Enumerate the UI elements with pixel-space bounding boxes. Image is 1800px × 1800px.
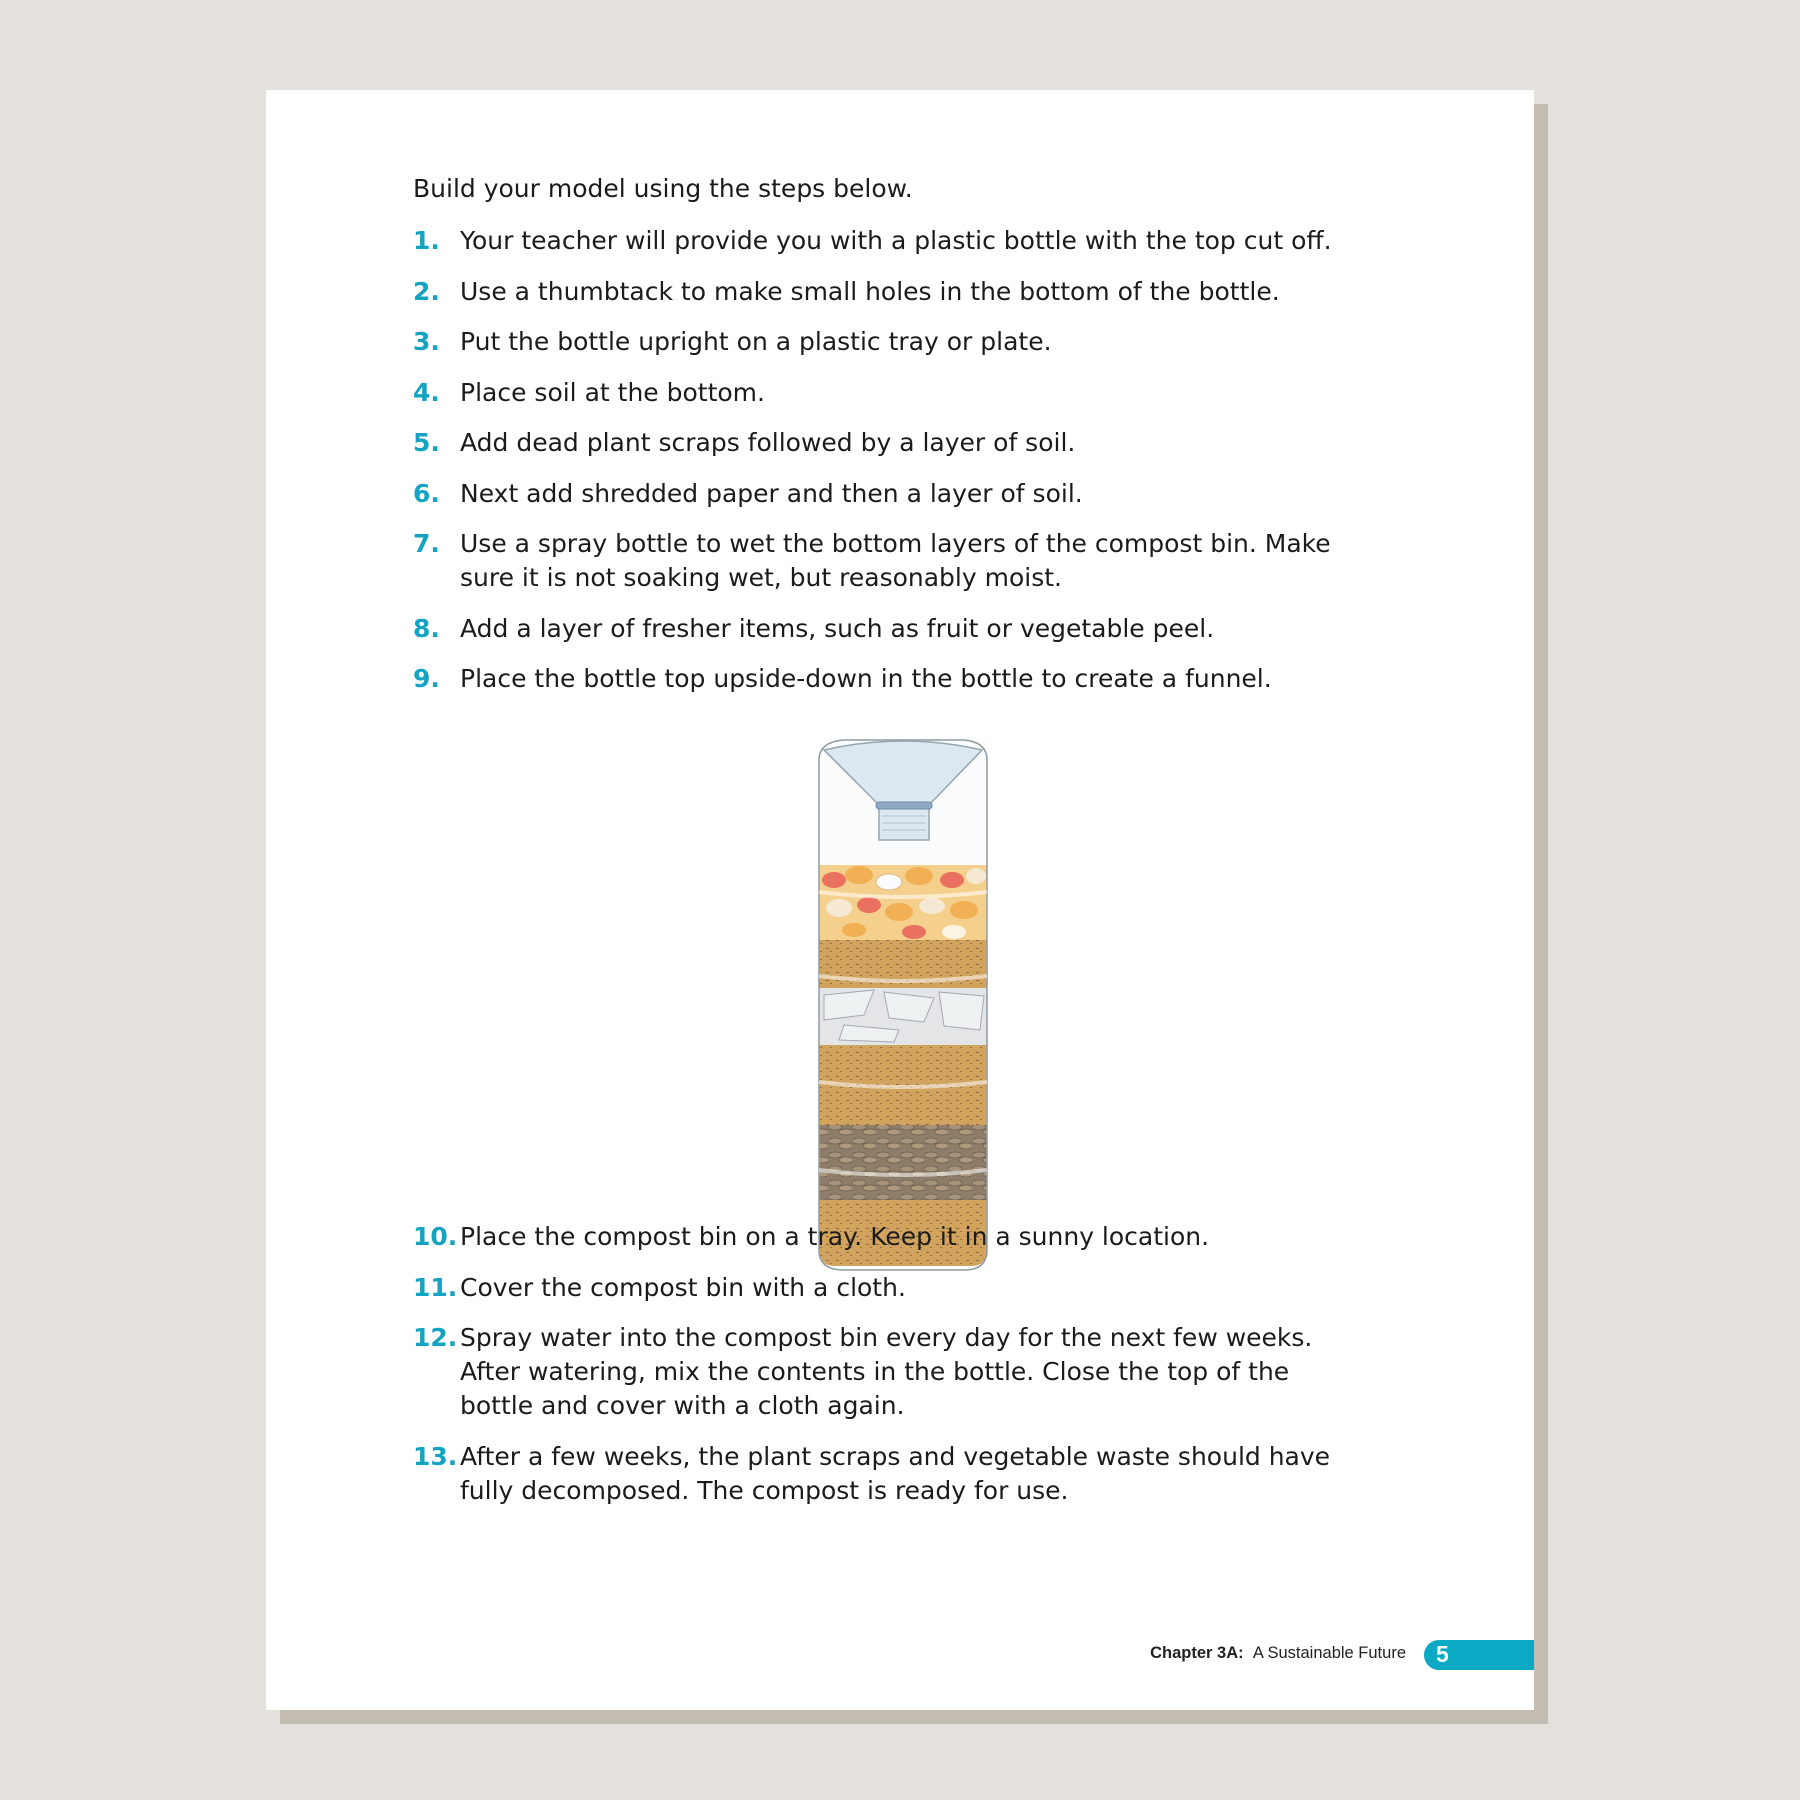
step-item bbox=[413, 612, 1413, 646]
step-item bbox=[413, 376, 1413, 410]
step-item bbox=[413, 1440, 1413, 1508]
step-item bbox=[413, 1321, 1413, 1423]
step-number: 2. bbox=[413, 276, 440, 306]
step-item bbox=[413, 224, 1413, 258]
page-footer bbox=[266, 1640, 1534, 1670]
chapter-title: A Sustainable Future bbox=[1252, 1644, 1406, 1662]
compost-bottle-illustration bbox=[804, 730, 1004, 1290]
chapter-reference bbox=[1150, 1644, 1406, 1663]
step-number: 1. bbox=[413, 226, 440, 255]
steps-list-top bbox=[413, 224, 1413, 713]
step-text: Put the bottle upright on a plastic tray or plate. bbox=[460, 327, 1052, 356]
step-number: 12. bbox=[413, 1323, 458, 1352]
step-text: Place the compost bin on a tray. Keep it in a sunny location. bbox=[460, 1222, 1210, 1251]
step-item bbox=[413, 527, 1413, 595]
step-item bbox=[413, 426, 1413, 460]
step-number: 13. bbox=[413, 1441, 458, 1471]
compost-bottle-svg bbox=[804, 730, 1004, 1290]
step-number: 8. bbox=[413, 613, 440, 643]
step-text: Place soil at the bottom. bbox=[460, 377, 765, 407]
step-item bbox=[413, 662, 1413, 696]
step-text: Use a thumbtack to make small holes in the bottom of the bottle. bbox=[460, 276, 1280, 306]
step-item bbox=[413, 275, 1413, 309]
step-text: Place the bottle top upside-down in the bottle to create a funnel. bbox=[460, 664, 1272, 693]
document-page bbox=[266, 90, 1534, 1710]
step-item bbox=[413, 1220, 1413, 1254]
step-text: Add dead plant scraps followed by a layer of soil. bbox=[460, 428, 1076, 457]
step-text: Add a layer of fresher items, such as fruit or vegetable peel. bbox=[460, 613, 1215, 643]
step-number: 3. bbox=[413, 327, 440, 356]
step-item bbox=[413, 1271, 1413, 1305]
step-number: 6. bbox=[413, 478, 440, 508]
steps-list-bottom bbox=[413, 1220, 1413, 1524]
step-number: 9. bbox=[413, 664, 440, 693]
step-item bbox=[413, 477, 1413, 511]
step-number: 7. bbox=[413, 529, 440, 558]
step-number: 4. bbox=[413, 377, 440, 407]
step-text: After a few weeks, the plant scraps and vegetable waste should have fully decomposed. The compost is ready for use. bbox=[460, 1441, 1331, 1505]
step-number: 10. bbox=[413, 1222, 458, 1251]
step-number: 5. bbox=[413, 428, 440, 457]
step-number: 11. bbox=[413, 1272, 458, 1302]
step-item bbox=[413, 325, 1413, 359]
step-text: Use a spray bottle to wet the bottom layers of the compost bin. Make sure it is not soaking wet, but reasonably moist. bbox=[460, 529, 1331, 592]
step-text: Spray water into the compost bin every day for the next few weeks. After watering, mix the contents in the bottle. Close the top of the bottle and cover with a cloth again. bbox=[460, 1323, 1313, 1420]
intro-text: Build your model using the steps below. bbox=[413, 174, 913, 203]
chapter-label: Chapter 3A: bbox=[1150, 1644, 1244, 1662]
page-number: 5 bbox=[1436, 1641, 1449, 1667]
step-text: Next add shredded paper and then a layer of soil. bbox=[460, 478, 1083, 508]
step-text: Cover the compost bin with a cloth. bbox=[460, 1272, 906, 1302]
page-number-tab bbox=[1424, 1640, 1534, 1670]
step-text: Your teacher will provide you with a plastic bottle with the top cut off. bbox=[460, 226, 1332, 255]
